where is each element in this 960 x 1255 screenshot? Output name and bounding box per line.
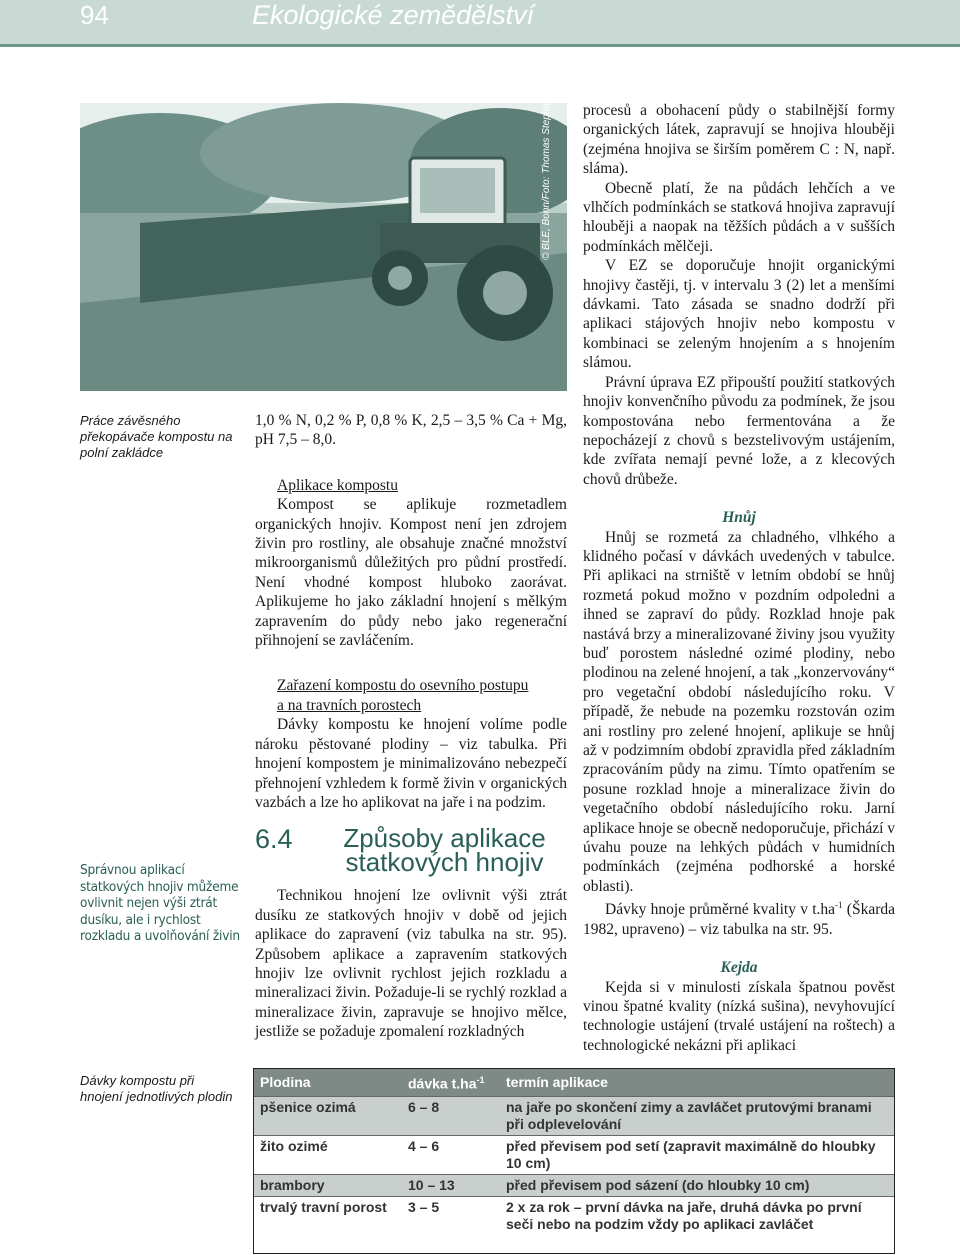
cell-davka: 10 – 13 (402, 1174, 500, 1196)
header-plodina: Plodina (254, 1069, 402, 1096)
header-termin: termín aplikace (500, 1069, 894, 1096)
section-title: Způsoby aplikace statkových hnojiv (343, 823, 546, 878)
table-header-row (254, 1069, 894, 1096)
subheading-slurry: Kejda (720, 959, 758, 977)
section-heading (255, 823, 567, 878)
right-paragraph-4: Právní úprava EZ připouští použití statkových hnojiv konvenčního původu za podmínek, že jsou kompostována nebo fermentována a že nepocházejí z chovů s bezstelivovým ustájením, kde zvířata nemají pevné lože, a z klecových chovů drůbeže. (583, 373, 895, 488)
table-row (254, 1196, 894, 1235)
right-text-column (583, 101, 895, 1055)
crop-rotation-paragraph: Dávky kompostu ke hnojení volíme podle nároku pěstované plodiny – viz tabulka. Při hnojení kompostem je minimalizováno nebezpečí přehnojení vzhledem k formě živin v organických vazbách a lze ho aplikovat na jaře i na podzim. (255, 716, 567, 811)
cell-termin: před převisem pod setí (zapravit maximálně do hloubky 10 cm) (500, 1135, 894, 1174)
photo-caption: Práce závěsného překopávače kompostu na polní zakládce (80, 413, 233, 460)
slurry-paragraph: Kejda si v minulosti získala špatnou pověst vinou špatné kvality (nízká sušina), nevyhovující technologie ustájení (trvalé ustájení na roštech) a technologické nekázni při aplikaci (583, 978, 895, 1054)
section-paragraph: Technikou hnojení lze ovlivnit výši ztrát dusíku ze statkových hnojiv v době od jejich aplikace do zapravení (viz tabulka na str. 95). Způsobem aplikace a zapravením statkových hnojiv lze ovlivnit rychlost jejich rozkladu a mineralizaci živin. Požaduje-li se rychlý rozklad a mineralizace živin, zapravuje se hnojivo mělce, jestliže se požaduje zpomalení rozkladných (255, 887, 567, 1041)
right-paragraph-1: procesů a obohacení půdy o stabilnější formy organických látek, zapravují se hnojiva hlouběji (zejména hnojiva se širším poměrem C : N, např. sláma). (583, 102, 895, 178)
subheading-compost-application: Aplikace kompostu (277, 476, 398, 494)
section-number: 6.4 (255, 824, 293, 855)
subheading-crop-rotation-line2: a na travních porostech (277, 696, 422, 714)
table-row (254, 1096, 894, 1135)
compost-dose-table (253, 1068, 895, 1254)
cell-plodina: trvalý travní porost (254, 1196, 402, 1235)
cell-plodina: brambory (254, 1174, 402, 1196)
cell-termin: na jaře po skončení zimy a zavláčet prutovými branami při odplevelování (500, 1096, 894, 1135)
nutrient-content-paragraph: 1,0 % N, 0,2 % P, 0,8 % K, 2,5 – 3,5 % Ca + Mg, pH 7,5 – 8,0. (255, 412, 567, 449)
table-caption: Dávky kompostu při hnojení jednotlivých plodin (80, 1073, 233, 1104)
tractor-illustration (80, 103, 567, 391)
page-number: 94 (80, 0, 109, 30)
compost-turner-photo (80, 103, 567, 391)
cell-termin: 2 x za rok – první dávka na jaře, druhá dávka po první seči nebo na podzim vždy po aplikaci zavláčet (500, 1196, 894, 1235)
cell-plodina: žito ozimé (254, 1135, 402, 1174)
middle-text-column (255, 411, 567, 1042)
cell-davka: 6 – 8 (402, 1096, 500, 1135)
right-paragraph-2: Obecně platí, že na půdách lehčích a ve vlhčích podmínkách se statková hnojiva zapravují hlouběji a naopak na těžších půdách a v sušších podmínkách mělčeji. (583, 179, 895, 255)
running-title: Ekologické zemědělství (252, 0, 535, 30)
photo-credit: © BLE, Bonn/Foto: Thomas Stephan (541, 97, 552, 260)
subheading-manure: Hnůj (722, 509, 756, 527)
subheading-crop-rotation-line1: Zařazení kompostu do osevního postupu (277, 677, 529, 695)
cell-davka: 3 – 5 (402, 1196, 500, 1235)
right-paragraph-3: V EZ se doporučuje hnojit organickými hnojivy častěji, tj. v intervalu 3 (2) let a menšími dávkami. Tato zásada se snadno dodrží při aplikaci stájových hnojiv nebo kompostu v kombinaci se zeleným hnojením a s hnojením slámou. (583, 257, 895, 372)
manure-paragraph: Hnůj se rozmetá za chladného, vlhkého a klidného počasí v dávkách uvedených v tabulce. Při aplikaci na strniště v letním období se hnůj rozmetá pokud možno v pozdním odpoledni a ihned se zapraví do půdy. Rozklad hnoje pak nastává brzy a mineralizované živiny jsou využity buď porostem následné ozimé plodiny, nebo plodinou na zelené hnojení, a tak „konzervovány“ pro vegetační období následujícího roku. V případě, že nebude na pozemku rozstován ozim ani rostliny pro zelené hnojení, aplikuje se hnůj až v podzimním období zpravidla před základním zpracováním půdy na zimu. Tímto opatřením se posune rozklad hnoje a mineralizace živin do vegetačního období následujícího roku. Jarní aplikace hnoje se obecně nedoporučuje, přichází v úvahu pouze na lehkých půdách v humidních podmínkách (zejména podhorské a horské oblasti). (583, 528, 896, 895)
table-row (254, 1135, 894, 1174)
header-rule (0, 44, 960, 47)
cell-termin: před převisem pod sázení (do hloubky 10 cm) (500, 1174, 894, 1196)
header-davka: dávka $t.ha^{-1}$ (402, 1069, 500, 1096)
cell-davka: 4 – 6 (402, 1135, 500, 1174)
manure-dose-paragraph: Dávky hnoje průměrné kvality v $t.ha^{-1}$ (Škarda 1982, upraveno) – viz tabulka na str. 95. (583, 900, 896, 938)
pull-quote: Správnou aplikací statkových hnojiv můžeme ovlivnit nejen výši ztrát dusíku, ale i rychlost rozkladu a uvolňování živin (80, 862, 240, 945)
table-row (254, 1174, 894, 1196)
compost-application-paragraph: Kompost se aplikuje rozmetadlem organických hnojiv. Kompost není jen zdrojem živin pro rostliny, ale obsahuje značné množství mikroorganismů důležitých pro půdní prostředí. Není vhodné kompost hluboko zaorávat. Aplikujeme ho jako základní hnojení s mělkým zapravením do půdy nebo jako regenerační přihnojení se zavláčením. (255, 496, 567, 650)
cell-plodina: pšenice ozimá (254, 1096, 402, 1135)
